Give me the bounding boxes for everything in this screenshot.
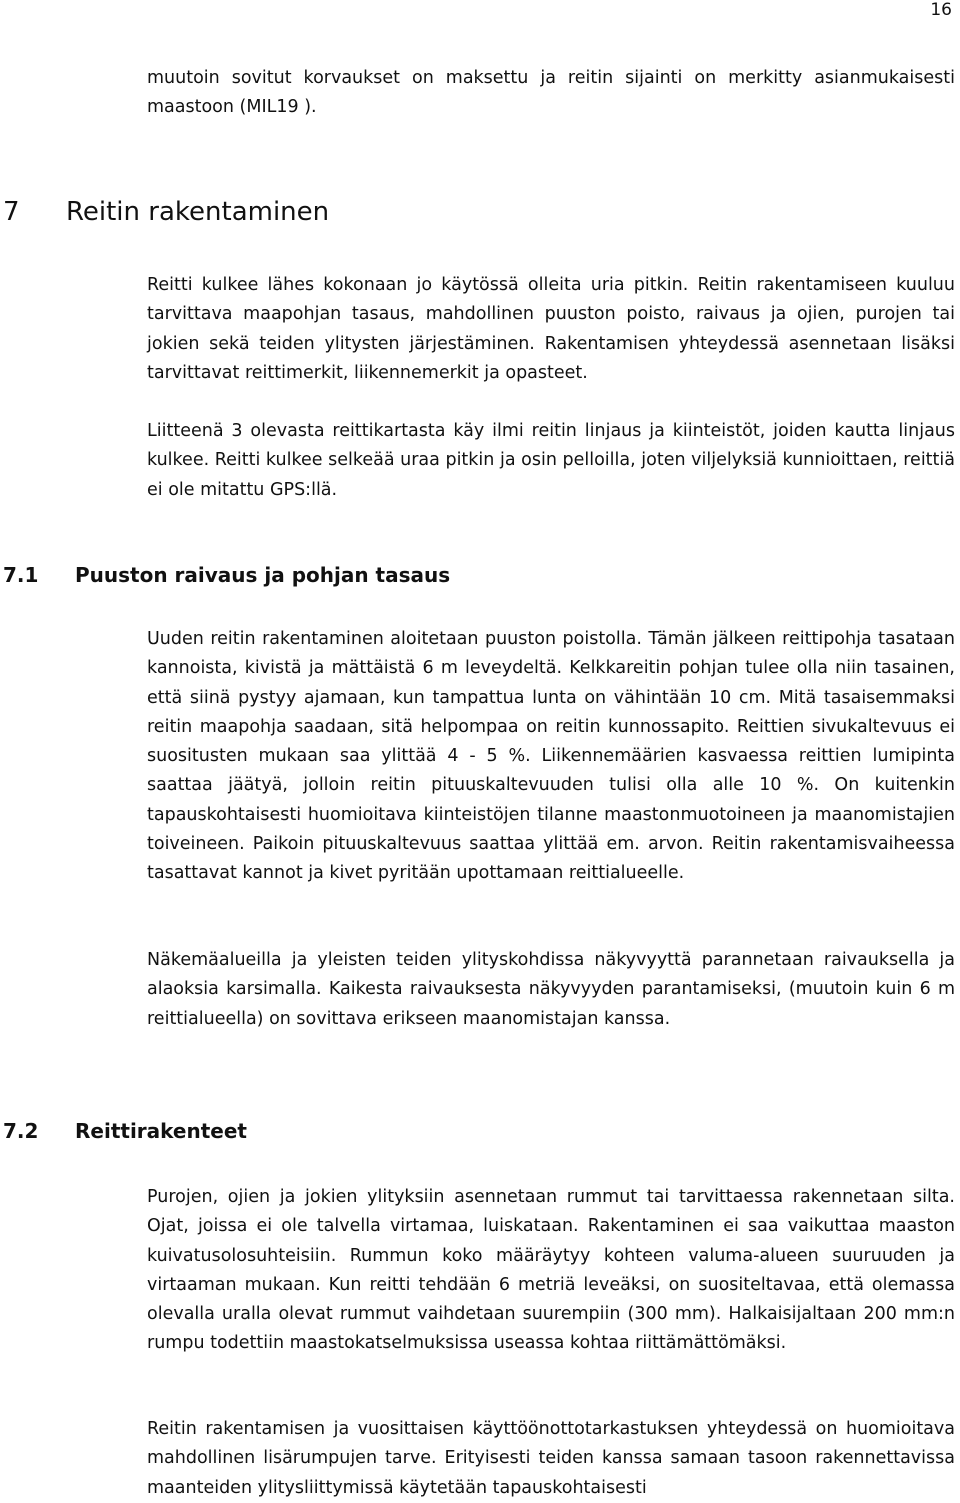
section-heading-7-2 [3,1118,247,1144]
section-title: Reitin rakentaminen [66,197,330,227]
paragraph: Purojen, ojien ja jokien ylityksiin asennetaan rummut tai tarvittaessa rakennetaan silta. Ojat, joissa ei ole talvella virtamaa, luiskataan. Rakentaminen ei saa vaikuttaa maaston kuivatusolosuhteisiin. Rummun koko määräytyy kohteen valuma-alueen suuruuden ja virtaaman mukaan. Kun reitti tehdään 6 metriä leveäksi, on suositeltavaa, että olemassa olevalla uralla olevat rummut vaihdetaan suurempiin (300 mm). Halkaisijaltaan 200 mm:n rumpu todettiin maastokatselmuksissa useassa kohtaa riittämättömäksi. [147,1187,955,1354]
section-title: Puuston raivaus ja pohjan tasaus [75,563,451,587]
section-number: 7 [3,197,20,227]
section-heading-7-1 [3,562,450,588]
paragraph: Liitteenä 3 olevasta reittikartasta käy ilmi reitin linjaus ja kiinteistöt, joiden kautta linjaus kulkee. Reitti kulkee selkeää uraa pitkin ja osin pelloilla, joten viljelyksiä kunnioittaen, reittiä ei ole mitattu GPS:llä. [147,421,955,500]
paragraph: Uuden reitin rakentaminen aloitetaan puuston poistolla. Tämän jälkeen reittipohja tasataan kannoista, kivistä ja mättäistä 6 m leveydeltä. Kelkkareitin pohjan tulee olla niin tasainen, että siinä pystyy ajamaan, kun tampattua lunta on vähintään 10 cm. Mitä tasaisemmaksi reitin maapohja saadaan, sitä helpompaa on reitin kunnossapito. Reittien sivukaltevuus ei suositusten mukaan saa ylittää 4 - 5 %. Liikennemäärien kasvaessa reittien lumipinta saattaa jäätyä, jolloin reitin pituuskaltevuuden tulisi olla alle 10 %. On kuitenkin tapauskohtaisesti huomioitava kiinteistöjen tilanne maastonmuotoineen ja maanomistajien toiveineen. Paikoin pituuskaltevuus saattaa ylittää em. arvon. Reitin rakentamisvaiheessa tasattavat kannot ja kivet pyritään upottamaan reittialueelle. [147,629,955,884]
section-number: 7.1 [3,563,39,587]
paragraph: Reitti kulkee lähes kokonaan jo käytössä olleita uria pitkin. Reitin rakentamiseen kuuluu tarvittava maapohjan tasaus, mahdollinen puuston poisto, raivaus ja ojien, purojen tai jokien sekä teiden ylitysten järjestäminen. Rakentamisen yhteydessä asennetaan lisäksi tarvittavat reittimerkit, liikennemerkit ja opasteet. [147,275,955,383]
paragraph: Reitin rakentamisen ja vuosittaisen käyttöönottotarkastuksen yhteydessä on huomioitava mahdollinen lisärumpujen tarve. Erityisesti teiden kanssa samaan tasoon rakennettavissa maanteiden ylitysliittymissä käytetään tapauskohtaisesti [147,1419,955,1498]
page-number: 16 [930,0,952,20]
intro-paragraph: muutoin sovitut korvaukset on maksettu ja reitin sijainti on merkitty asianmukaisesti maastoon (MIL19 ). [147,68,955,118]
section-number: 7.2 [3,1119,39,1143]
paragraph: Näkemäalueilla ja yleisten teiden ylityskohdissa näkyvyyttä parannetaan raivauksella ja alaoksia karsimalla. Kaikesta raivauksesta näkyvyyden parantamiseksi, (muutoin kuin 6 m reittialueella) on sovittava erikseen maanomistajan kanssa. [147,950,955,1029]
section-title: Reittirakenteet [75,1119,247,1143]
section-heading-7 [3,196,329,228]
